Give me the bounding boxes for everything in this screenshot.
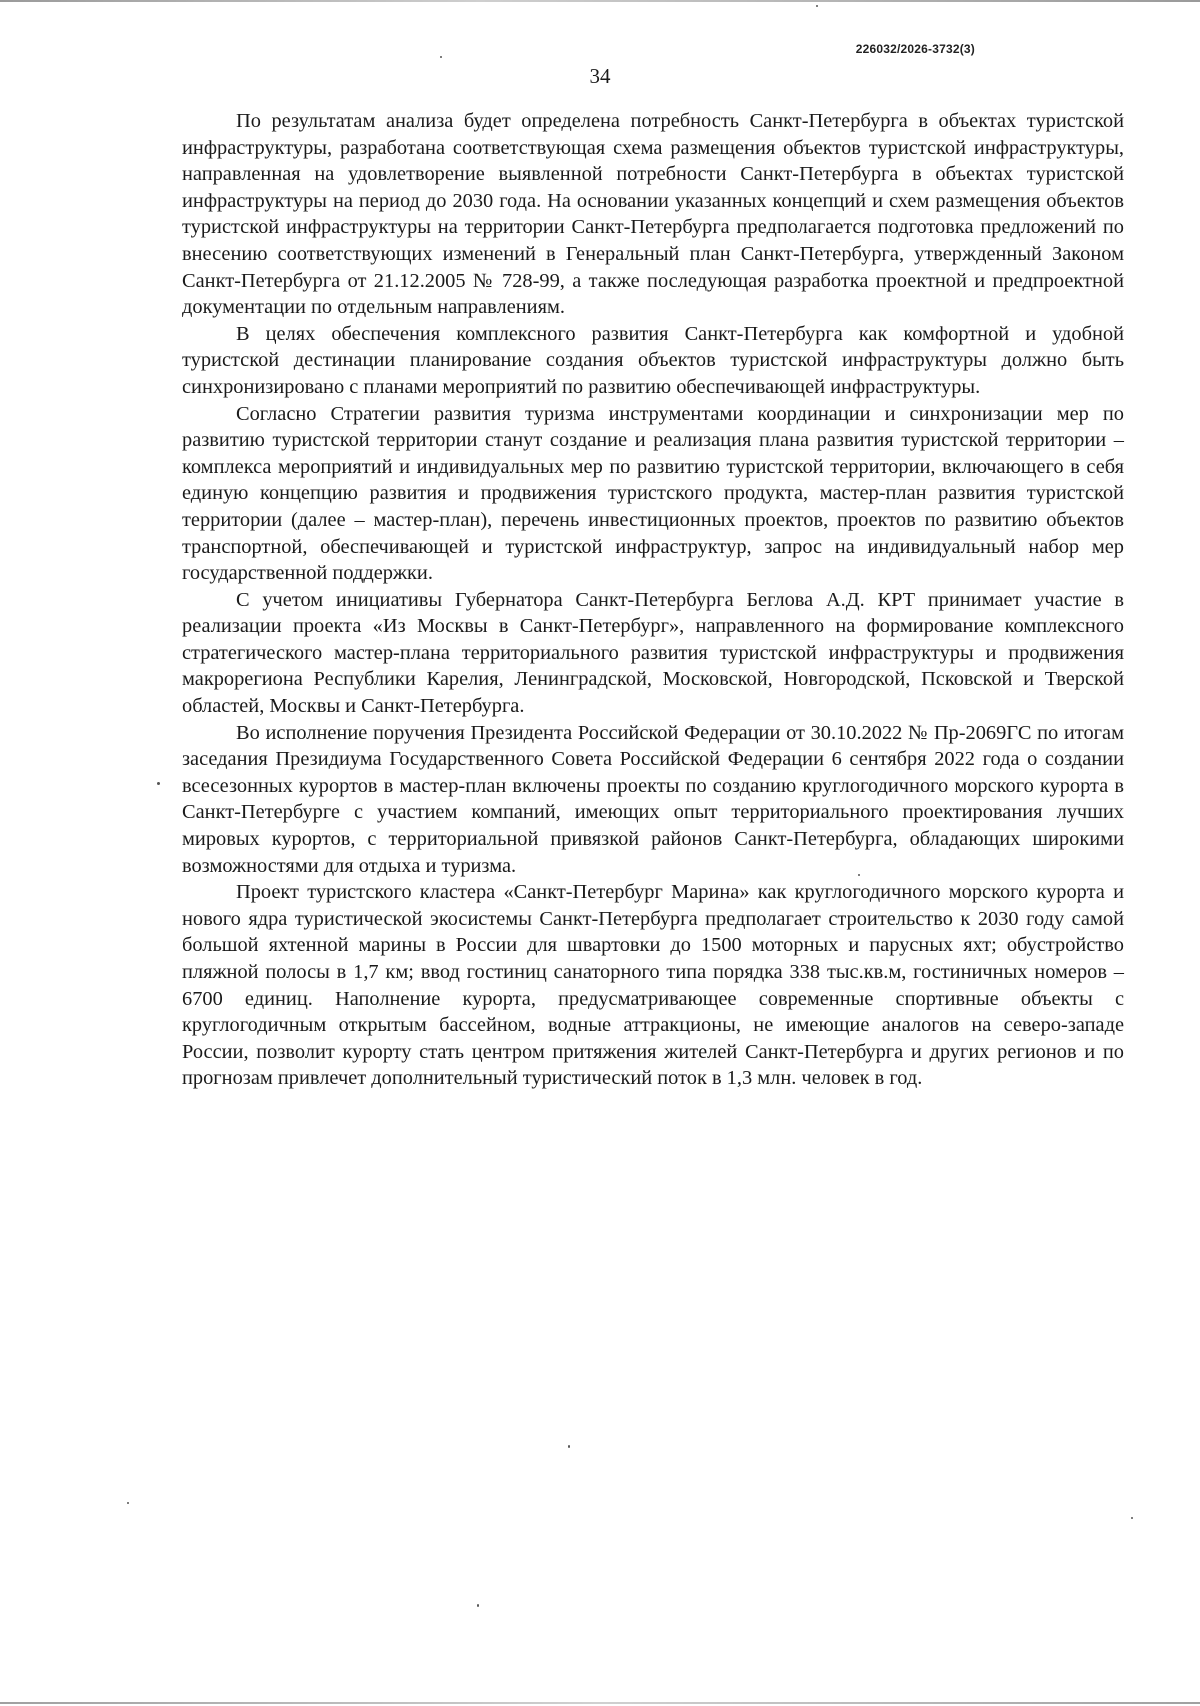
page-number: 34 xyxy=(589,64,611,88)
scan-speck xyxy=(477,1604,479,1607)
paragraph-governor-initiative: С учетом инициативы Губернатора Санкт-Петербурга Беглова А.Д. КРТ принимает участие в реализации проекта «Из Москвы в Санкт-Петербург», направленного на формирование комплексного стратегического мастер-плана территориального развития туристской инфраструктуры и продвижения макрорегиона Республики Карелия, Ленинградской, Московской, Новгородской, Псковской и Тверской областей, Москвы и Санкт-Петербурга. xyxy=(182,588,1124,718)
scan-speck xyxy=(157,782,160,785)
scan-bottom-edge xyxy=(0,1702,1200,1704)
scan-speck xyxy=(127,1502,129,1504)
paragraph-tourism-strategy: Согласно Стратегии развития туризма инструментами координации и синхронизации мер по развитию туристской территории станут создание и реализация плана развития туристской территории – комплекса мероприятий и индивидуальных мер по развитию туристской территории, включающего в себя единую концепцию развития и продвижения туристского продукта, мастер-план развития туристской территории (далее – мастер-план), перечень инвестиционных проектов, проектов по развитию объектов транспортной, обеспечивающей и туристской инфраструктур, запрос на индивидуальный набор мер государственной поддержки. xyxy=(182,402,1124,585)
scan-speck xyxy=(858,874,860,876)
scan-speck xyxy=(1131,1517,1133,1519)
document-body xyxy=(182,108,1124,1092)
scan-speck xyxy=(568,1445,570,1448)
document-registration-number: 226032/2026-3732(3) xyxy=(855,42,975,56)
paragraph-marina-project: Проект туристского кластера «Санкт-Петербург Марина» как круглогодичного морского курорта и нового ядра туристической экосистемы Санкт-Петербурга предполагает строительство к 2030 году самой большой яхтенной марины в России для швартовки до 1500 моторных и парусных яхт; обустройство пляжной полосы в 1,7 км; ввод гостиниц санаторного типа порядка 338 тыс.кв.м, гостиничных номеров – 6700 единиц. Наполнение курорта, предусматривающее современные спортивные объекты с круглогодичным открытым бассейном, водные аттракционы, не имеющие аналогов на северо-западе России, позволит курорту стать центром притяжения жителей Санкт-Петербурга и других регионов и по прогнозам привлечет дополнительный туристический поток в 1,3 млн. человек в год. xyxy=(182,881,1124,1090)
paragraph-tourism-infrastructure-analysis: По результатам анализа будет определена потребность Санкт-Петербурга в объектах туристской инфраструктуры, разработана соответствующая схема размещения объектов туристской инфраструктуры, направленная на удовлетворение выявленной потребности Санкт-Петербурга в объектах туристской инфраструктуры на период до 2030 года. На основании указанных концепций и схем размещения объектов туристской инфраструктуры на территории Санкт-Петербурга предполагается подготовка предложений по внесению соответствующих изменений в Генеральный план Санкт-Петербурга, утвержденный Законом Санкт-Петербурга от 21.12.2005 № 728-99, а также последующая разработка проектной и предпроектной документации по отдельным направлениям. xyxy=(182,110,1124,319)
scan-speck xyxy=(440,56,442,58)
paragraph-integrated-development: В целях обеспечения комплексного развития Санкт-Петербурга как комфортной и удобной туристской дестинации планирование создания объектов туристской инфраструктуры должно быть синхронизировано с планами мероприятий по развитию обеспечивающей инфраструктуры. xyxy=(182,322,1124,398)
paragraph-presidential-order: Во исполнение поручения Президента Российской Федерации от 30.10.2022 № Пр-2069ГС по итогам заседания Президиума Государственного Совета Российской Федерации 6 сентября 2022 года о создании всесезонных курортов в мастер-план включены проекты по созданию круглогодичного морского курорта в Санкт-Петербурге с участием компаний, имеющих опыт территориального проектирования лучших мировых курортов, с территориальной привязкой районов Санкт-Петербурга, обладающих широкими возможностями для отдыха и туризма. xyxy=(182,721,1124,877)
scan-speck xyxy=(816,5,818,7)
scan-top-edge xyxy=(0,0,1200,2)
